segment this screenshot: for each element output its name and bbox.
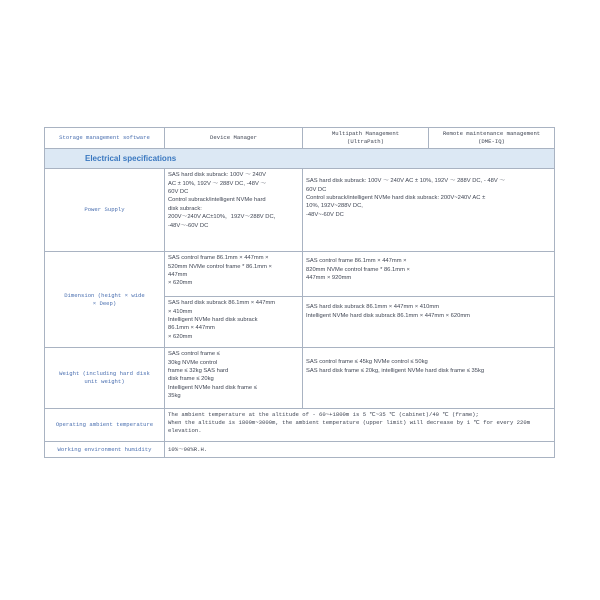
text-line: AC ± 10%, 192V ～ 288V DC, -48V ～ — [168, 180, 267, 187]
text-line: Control subrack/intelligent NVMe hard disk subrack: 200V~240V AC ± — [306, 195, 486, 201]
header-remote-line1: Remote maintenance management — [442, 130, 541, 137]
dimension-bottom-right — [303, 297, 555, 348]
humidity-text: 10%～90%R.H. — [165, 442, 555, 458]
text-line: -48V～-60V DC — [168, 222, 209, 229]
text-line: SAS hard disk frame ≤ 20kg, intelligent NVMe hard disk frame ≤ 35kg — [306, 367, 485, 374]
header-storage-management-software: Storage management software — [45, 128, 165, 149]
dimension-top-right — [303, 252, 555, 297]
text-line: SAS hard disk subrack: 100V ～ 240V — [168, 172, 266, 179]
weight-right — [303, 348, 555, 409]
text-line: SAS control frame ≤ 45kg NVMe control ≤ 50kg — [306, 359, 428, 366]
text-line: elevation. — [168, 427, 202, 435]
weight-label-line1: Weight (including hard disk — [59, 370, 150, 378]
dimension-label-line2: × Deep) — [92, 299, 117, 307]
text-line: 86.1mm × 447mm — [168, 325, 215, 332]
text-line: 30kg NVMe control — [168, 359, 218, 366]
text-line: 820mm NVMe control frame * 86.1mm × — [306, 266, 410, 273]
power-supply-row — [45, 169, 555, 252]
section-title: Electrical specifications — [45, 149, 555, 169]
header-device-manager: Device Manager — [165, 128, 303, 149]
header-multipath-line2: (UltraPath) — [347, 138, 384, 146]
weight-row — [45, 348, 555, 409]
power-supply-left — [165, 169, 303, 252]
temperature-label: Operating ambient temperature — [45, 409, 165, 442]
humidity-row — [45, 442, 555, 458]
text-line: Intelligent NVMe hard disk subrack 86.1mm × 447mm × 620mm — [306, 312, 470, 319]
text-line: SAS hard disk subrack 86.1mm × 447mm — [168, 300, 276, 307]
spec-document — [44, 127, 554, 458]
text-line: 520mm NVMe control frame * 86.1mm × — [168, 263, 272, 270]
spec-table — [44, 127, 555, 458]
header-multipath-line1: Multipath Management — [331, 130, 400, 137]
header-multipath-management — [303, 128, 429, 149]
dimension-bottom-left — [165, 297, 303, 348]
text-line: SAS hard disk subrack: 100V ～ 240V AC ± 10%, 192V ～ 288V DC, - 48V ～ — [306, 178, 506, 185]
humidity-label: Working environment humidity — [45, 442, 165, 458]
text-line: SAS hard disk subrack 86.1mm × 447mm × 410mm — [306, 304, 440, 311]
dimension-row-top — [45, 252, 555, 297]
text-line: 10%, 192V~288V DC, — [306, 203, 363, 210]
dimension-label-line1: Dimension (height × wide — [64, 291, 145, 299]
text-line: disk frame ≤ 20kg — [168, 376, 214, 383]
text-line: SAS control frame ≤ — [168, 351, 220, 358]
weight-label-line2: unit weight) — [84, 378, 125, 386]
text-line: 200V～240V AC±10%，192V～288V DC， — [168, 214, 280, 221]
text-line: SAS control frame 86.1mm × 447mm × — [306, 258, 407, 265]
text-line: × 620mm — [168, 280, 193, 287]
text-line: × 620mm — [168, 333, 193, 340]
text-line: 447mm — [168, 272, 188, 278]
temperature-row — [45, 409, 555, 442]
table-header-row — [45, 128, 555, 149]
text-line: Intelligent NVMe hard disk frame ≤ — [168, 384, 257, 391]
text-line: SAS control frame 86.1mm × 447mm × — [168, 255, 269, 262]
text-line: -48V~-60V DC — [306, 211, 344, 218]
dimension-label — [45, 252, 165, 348]
text-line: The ambient temperature at the altitude of - 60~+1800m is 5 ℃~35 ℃ (cabinet)/40 ℃ (frame); — [168, 411, 479, 419]
text-line: frame ≤ 32kg SAS hard — [168, 368, 229, 374]
text-line: Control subrack/intelligent NVMe hard — [168, 197, 266, 204]
header-remote-line2: (DME-IQ) — [478, 138, 505, 146]
temperature-text — [165, 409, 555, 442]
header-remote-maintenance — [429, 128, 555, 149]
text-line: When the altitude is 1800m~3000m, the ambient temperature (upper limit) will decrease by 1 ℃ for every 220m — [168, 419, 531, 427]
text-line: disk subrack: — [168, 205, 202, 212]
power-supply-right — [303, 169, 555, 252]
text-line: Intelligent NVMe hard disk subrack — [168, 317, 258, 323]
section-row — [45, 149, 555, 169]
text-line: 35kg — [168, 393, 181, 400]
weight-left — [165, 348, 303, 409]
text-line: 60V DC — [306, 186, 327, 193]
text-line: × 410mm — [168, 308, 193, 315]
dimension-top-left — [165, 252, 303, 297]
text-line: 60V DC — [168, 189, 189, 195]
text-line: 447mm × 920mm — [306, 275, 352, 281]
power-supply-label: Power Supply — [45, 169, 165, 252]
weight-label — [45, 348, 165, 409]
